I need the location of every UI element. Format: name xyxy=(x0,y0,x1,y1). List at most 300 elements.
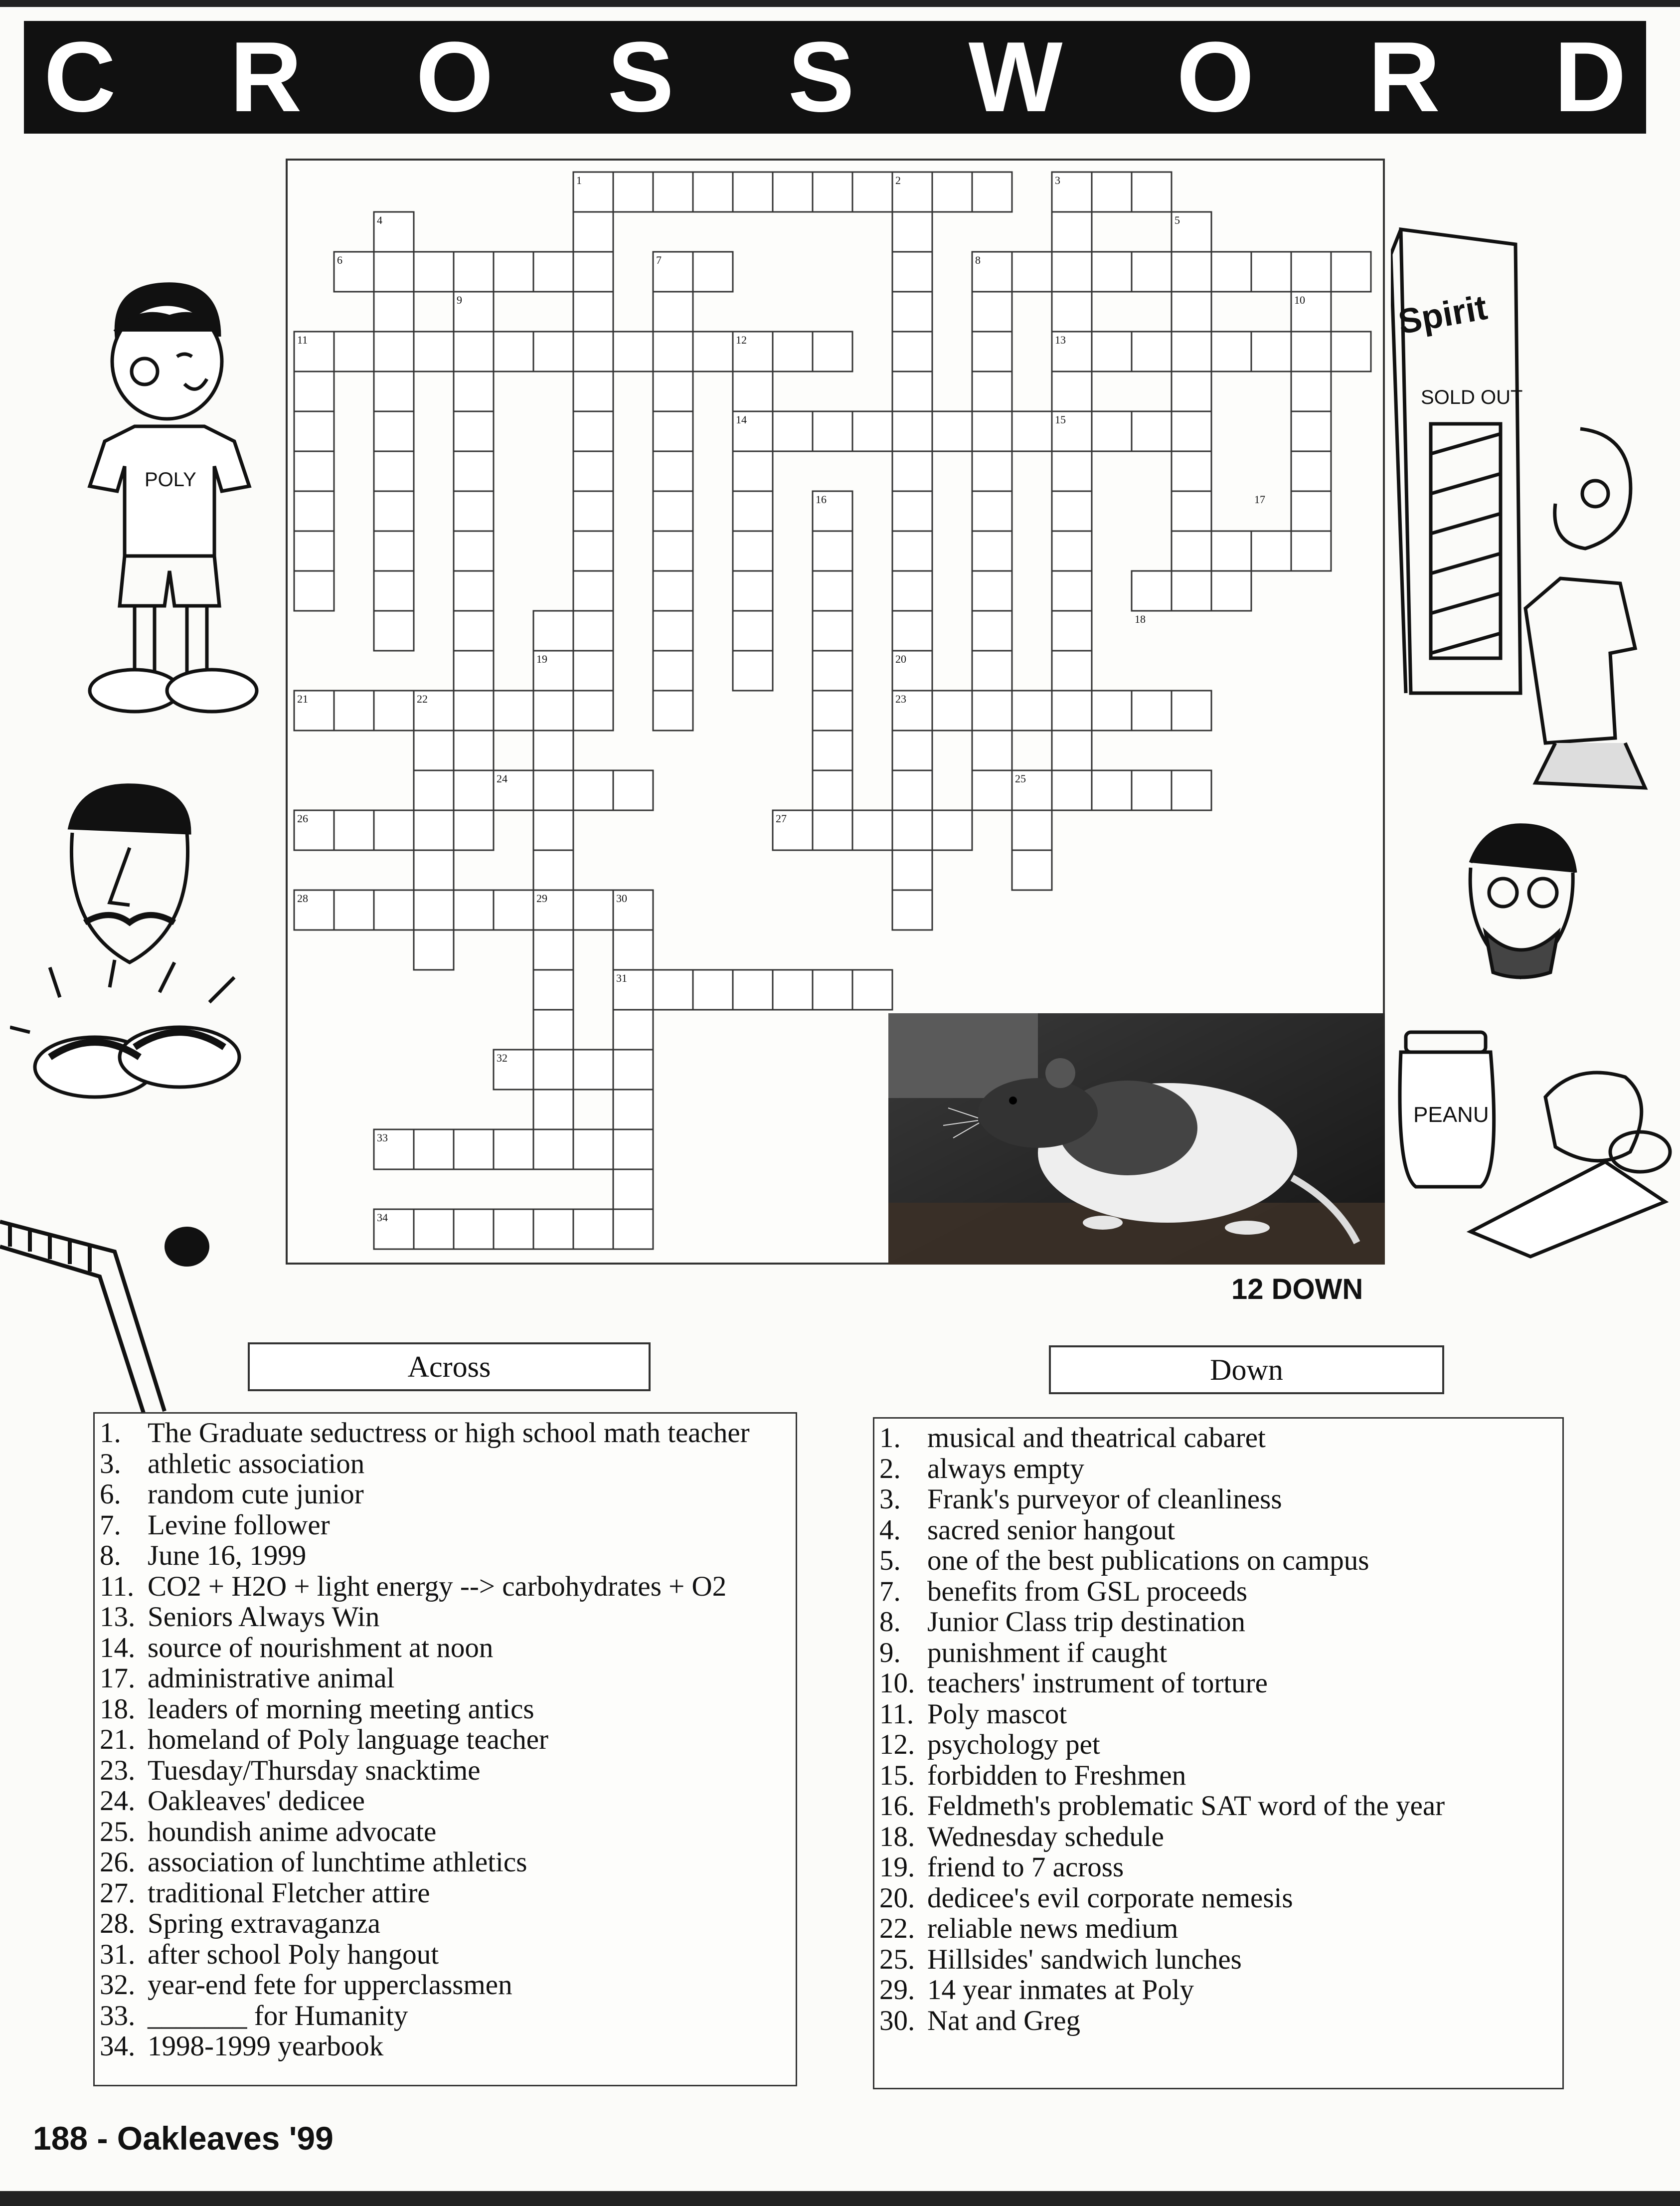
across-clue xyxy=(100,1847,793,1878)
grid-cell[interactable] xyxy=(892,332,932,371)
clue-text: The Graduate seductress or high school math teacher xyxy=(148,1417,750,1449)
title-letter: R xyxy=(230,21,302,133)
grid-cell[interactable] xyxy=(294,451,334,491)
grid-cell[interactable] xyxy=(653,411,693,451)
grid-cell[interactable] xyxy=(813,411,852,451)
grid-cell[interactable] xyxy=(653,172,693,212)
grid-cell[interactable] xyxy=(294,531,334,571)
grid-cell[interactable] xyxy=(573,770,613,810)
grid-cell[interactable] xyxy=(414,252,454,292)
grid-cell[interactable] xyxy=(573,651,613,691)
grid-cell[interactable] xyxy=(573,411,613,451)
grid-cell[interactable] xyxy=(892,491,932,531)
grid-cell[interactable] xyxy=(613,1050,653,1090)
grid-cell[interactable] xyxy=(533,691,573,731)
grid-cell[interactable] xyxy=(414,810,454,850)
rat-photo xyxy=(888,1013,1385,1265)
grid-cell[interactable] xyxy=(1132,770,1172,810)
grid-cell[interactable] xyxy=(1172,332,1211,371)
clue-number: 18. xyxy=(100,1693,136,1725)
grid-cell[interactable] xyxy=(693,332,733,371)
grid-cell[interactable] xyxy=(892,252,932,292)
grid-cell[interactable] xyxy=(653,571,693,611)
grid-cell[interactable] xyxy=(454,332,494,371)
clue-number: 7. xyxy=(100,1509,121,1541)
grid-cell[interactable] xyxy=(1052,691,1092,731)
grid-cell[interactable] xyxy=(733,970,773,1010)
grid-cell[interactable] xyxy=(494,252,533,292)
across-clue xyxy=(100,1817,793,1847)
grid-cell[interactable] xyxy=(693,970,733,1010)
grid-cell[interactable] xyxy=(813,172,852,212)
grid-cell[interactable] xyxy=(414,770,454,810)
grid-cell[interactable] xyxy=(613,1129,653,1169)
grid-cell[interactable] xyxy=(892,810,932,850)
grid-cell[interactable] xyxy=(852,172,892,212)
grid-cell[interactable] xyxy=(932,810,972,850)
clue-number-label: 3 xyxy=(1055,174,1060,186)
grid-cell[interactable] xyxy=(494,1129,533,1169)
grid-cell[interactable] xyxy=(1012,850,1052,890)
grid-cell[interactable] xyxy=(972,691,1012,731)
clue-number: 12. xyxy=(879,1729,915,1760)
grid-cell[interactable] xyxy=(892,371,932,411)
grid-cell[interactable] xyxy=(494,1209,533,1249)
grid-cell[interactable] xyxy=(972,611,1012,651)
grid-cell[interactable] xyxy=(374,691,414,731)
grid-cell[interactable] xyxy=(1132,571,1172,611)
grid-cell[interactable] xyxy=(374,491,414,531)
grid-cell[interactable] xyxy=(494,890,533,930)
grid-cell[interactable] xyxy=(1052,731,1092,770)
grid-cell[interactable] xyxy=(1052,371,1092,411)
grid-cell[interactable] xyxy=(454,252,494,292)
clue-number: 26. xyxy=(100,1846,136,1878)
grid-cell[interactable] xyxy=(1211,332,1251,371)
grid-cell[interactable] xyxy=(454,531,494,571)
grid-cell[interactable] xyxy=(1132,252,1172,292)
grid-cell[interactable] xyxy=(294,371,334,411)
grid-cell[interactable] xyxy=(972,491,1012,531)
grid-cell[interactable] xyxy=(374,332,414,371)
clue-number-label: 32 xyxy=(497,1052,507,1064)
teacher-face-drawing xyxy=(55,778,204,977)
grid-cell[interactable] xyxy=(454,770,494,810)
grid-cell[interactable] xyxy=(533,1209,573,1249)
clue-number: 5. xyxy=(879,1545,901,1576)
grid-cell[interactable] xyxy=(613,930,653,970)
grid-cell[interactable] xyxy=(1132,411,1172,451)
grid-cell[interactable] xyxy=(1052,212,1092,252)
grid-cell[interactable] xyxy=(813,571,852,611)
grid-cell[interactable] xyxy=(374,411,414,451)
grid-cell[interactable] xyxy=(972,651,1012,691)
grid-cell[interactable] xyxy=(693,172,733,212)
grid-cell[interactable] xyxy=(334,691,374,731)
clue-number-label: 15 xyxy=(1055,413,1066,426)
clue-number: 3. xyxy=(100,1448,121,1479)
grid-cell[interactable] xyxy=(573,292,613,332)
grid-cell[interactable] xyxy=(852,411,892,451)
sold-out-text: SOLD OUT xyxy=(1421,386,1523,408)
grid-cell[interactable] xyxy=(932,411,972,451)
grid-cell[interactable] xyxy=(533,970,573,1010)
grid-cell[interactable] xyxy=(613,332,653,371)
grid-cell[interactable] xyxy=(533,850,573,890)
clue-text: reliable news medium xyxy=(927,1913,1178,1944)
grid-cell[interactable] xyxy=(414,890,454,930)
grid-cell[interactable] xyxy=(1172,691,1211,731)
clue-number: 31. xyxy=(100,1938,136,1970)
grid-cell[interactable] xyxy=(1291,491,1331,531)
grid-cell[interactable] xyxy=(1092,332,1132,371)
grid-cell[interactable] xyxy=(1052,770,1092,810)
grid-cell[interactable] xyxy=(1092,691,1132,731)
grid-cell[interactable] xyxy=(613,770,653,810)
clue-text: houndish anime advocate xyxy=(148,1816,437,1847)
grid-cell[interactable] xyxy=(613,1169,653,1209)
grid-cell[interactable] xyxy=(414,850,454,890)
grid-cell[interactable] xyxy=(1132,691,1172,731)
grid-cell[interactable] xyxy=(414,930,454,970)
down-clue xyxy=(879,1484,1559,1515)
grid-cell[interactable] xyxy=(533,252,573,292)
grid-cell[interactable] xyxy=(573,890,613,930)
grid-cell[interactable] xyxy=(1172,571,1211,611)
grid-cell[interactable] xyxy=(653,611,693,651)
clue-number-label: 30 xyxy=(616,892,627,905)
grid-cell[interactable] xyxy=(1052,611,1092,651)
across-clue xyxy=(100,1418,793,1449)
grid-cell[interactable] xyxy=(1331,252,1371,292)
grid-cell[interactable] xyxy=(334,332,374,371)
grid-cell[interactable] xyxy=(573,531,613,571)
grid-cell[interactable] xyxy=(1291,451,1331,491)
grid-cell[interactable] xyxy=(733,451,773,491)
grid-cell[interactable] xyxy=(613,172,653,212)
grid-cell[interactable] xyxy=(1172,411,1211,451)
grid-cell[interactable] xyxy=(533,1129,573,1169)
grid-cell[interactable] xyxy=(1211,571,1251,611)
grid-cell[interactable] xyxy=(294,491,334,531)
grid-cell[interactable] xyxy=(573,1050,613,1090)
down-clue xyxy=(879,1791,1559,1822)
grid-cell[interactable] xyxy=(573,1129,613,1169)
grid-cell[interactable] xyxy=(1251,252,1291,292)
grid-cell[interactable] xyxy=(972,531,1012,571)
grid-cell[interactable] xyxy=(733,491,773,531)
grid-cell[interactable] xyxy=(852,810,892,850)
grid-cell[interactable] xyxy=(1012,691,1052,731)
clue-number-label: 12 xyxy=(736,334,747,346)
grid-cell[interactable] xyxy=(852,970,892,1010)
grid-cell[interactable] xyxy=(813,731,852,770)
grid-cell[interactable] xyxy=(533,1090,573,1129)
grid-cell[interactable] xyxy=(733,172,773,212)
clue-number: 20. xyxy=(879,1882,915,1914)
grid-cell[interactable] xyxy=(1052,451,1092,491)
clue-number: 2. xyxy=(879,1453,901,1484)
grid-cell[interactable] xyxy=(693,252,733,292)
grid-cell[interactable] xyxy=(1052,252,1092,292)
grid-cell[interactable] xyxy=(813,810,852,850)
title-letter: W xyxy=(968,21,1063,133)
grid-cell[interactable] xyxy=(653,451,693,491)
grid-cell[interactable] xyxy=(454,731,494,770)
photo-caption: 12 DOWN xyxy=(1231,1273,1363,1305)
grid-cell[interactable] xyxy=(653,970,693,1010)
grid-cell[interactable] xyxy=(972,451,1012,491)
grid-cell[interactable] xyxy=(813,651,852,691)
grid-cell[interactable] xyxy=(533,332,573,371)
grid-cell[interactable] xyxy=(892,571,932,611)
grid-cell[interactable] xyxy=(892,731,932,770)
grid-cell[interactable] xyxy=(972,731,1012,770)
grid-cell[interactable] xyxy=(374,571,414,611)
grid-cell[interactable] xyxy=(1012,810,1052,850)
grid-cell[interactable] xyxy=(454,411,494,451)
grid-cell[interactable] xyxy=(1291,371,1331,411)
grid-cell[interactable] xyxy=(653,292,693,332)
grid-cell[interactable] xyxy=(733,371,773,411)
grid-cell[interactable] xyxy=(1092,770,1132,810)
grid-cell[interactable] xyxy=(1331,332,1371,371)
grid-cell[interactable] xyxy=(932,172,972,212)
bearded-man-drawing xyxy=(1451,818,1590,987)
grid-cell[interactable] xyxy=(813,970,852,1010)
grid-cell[interactable] xyxy=(972,770,1012,810)
grid-cell[interactable] xyxy=(533,611,573,651)
grid-cell[interactable] xyxy=(1132,172,1172,212)
grid-cell[interactable] xyxy=(733,531,773,571)
clue-number-label: 9 xyxy=(457,294,462,306)
scan-edge-top xyxy=(0,0,1680,7)
grid-cell[interactable] xyxy=(454,491,494,531)
grid-cell[interactable] xyxy=(573,691,613,731)
grid-cell[interactable] xyxy=(1092,172,1132,212)
grid-cell[interactable] xyxy=(1172,292,1211,332)
grid-cell[interactable] xyxy=(972,172,1012,212)
grid-cell[interactable] xyxy=(613,1010,653,1050)
grid-cell[interactable] xyxy=(374,890,414,930)
grid-cell[interactable] xyxy=(573,212,613,252)
clue-text: Spring extravaganza xyxy=(148,1908,380,1939)
grid-cell[interactable] xyxy=(454,1209,494,1249)
grid-cell[interactable] xyxy=(294,571,334,611)
grid-cell[interactable] xyxy=(1251,332,1291,371)
grid-cell[interactable] xyxy=(932,691,972,731)
grid-cell[interactable] xyxy=(494,332,533,371)
grid-cell[interactable] xyxy=(494,691,533,731)
grid-cell[interactable] xyxy=(334,890,374,930)
grid-cell[interactable] xyxy=(533,770,573,810)
grid-cell[interactable] xyxy=(1291,411,1331,451)
grid-cell[interactable] xyxy=(813,531,852,571)
grid-cell[interactable] xyxy=(1172,451,1211,491)
grid-cell[interactable] xyxy=(573,1209,613,1249)
grid-cell[interactable] xyxy=(813,770,852,810)
clue-number: 17. xyxy=(100,1662,136,1694)
grid-cell[interactable] xyxy=(1052,292,1092,332)
clue-text: Poly mascot xyxy=(927,1698,1067,1730)
clue-number: 13. xyxy=(100,1601,136,1633)
grid-cell[interactable] xyxy=(1052,531,1092,571)
grid-cell[interactable] xyxy=(892,212,932,252)
grid-cell[interactable] xyxy=(1052,651,1092,691)
grid-cell[interactable] xyxy=(533,1010,573,1050)
clue-number: 28. xyxy=(100,1908,136,1939)
clue-text: association of lunchtime athletics xyxy=(148,1846,527,1878)
grid-cell[interactable] xyxy=(653,531,693,571)
grid-cell[interactable] xyxy=(573,332,613,371)
grid-cell[interactable] xyxy=(892,611,932,651)
grid-cell[interactable] xyxy=(972,292,1012,332)
grid-cell[interactable] xyxy=(1092,252,1132,292)
clue-number-label: 17 xyxy=(1254,493,1265,506)
grid-cell[interactable] xyxy=(454,571,494,611)
grid-cell[interactable] xyxy=(653,651,693,691)
clue-text: musical and theatrical cabaret xyxy=(927,1422,1266,1454)
clue-number-label: 5 xyxy=(1175,214,1180,226)
grid-cell[interactable] xyxy=(773,411,813,451)
grid-cell[interactable] xyxy=(972,571,1012,611)
grid-cell[interactable] xyxy=(454,810,494,850)
grid-cell[interactable] xyxy=(733,611,773,651)
grid-cell[interactable] xyxy=(892,850,932,890)
grid-cell[interactable] xyxy=(613,1090,653,1129)
grid-cell[interactable] xyxy=(454,611,494,651)
clue-text: Junior Class trip destination xyxy=(927,1606,1246,1638)
clue-number: 30. xyxy=(879,2005,915,2036)
grid-cell[interactable] xyxy=(1211,252,1251,292)
down-clue xyxy=(879,1638,1559,1668)
grid-cell[interactable] xyxy=(892,531,932,571)
grid-cell[interactable] xyxy=(892,890,932,930)
grid-cell[interactable] xyxy=(374,451,414,491)
clue-number: 7. xyxy=(879,1575,901,1607)
grid-cell[interactable] xyxy=(653,491,693,531)
grid-cell[interactable] xyxy=(1291,252,1331,292)
grid-cell[interactable] xyxy=(613,1209,653,1249)
grid-cell[interactable] xyxy=(414,1209,454,1249)
down-clue xyxy=(879,1423,1559,1454)
grid-cell[interactable] xyxy=(1012,252,1052,292)
grid-cell[interactable] xyxy=(653,332,693,371)
grid-cell[interactable] xyxy=(374,611,414,651)
grid-cell[interactable] xyxy=(1132,332,1172,371)
grid-cell[interactable] xyxy=(1291,332,1331,371)
grid-cell[interactable] xyxy=(454,691,494,731)
grid-cell[interactable] xyxy=(733,571,773,611)
grid-cell[interactable] xyxy=(533,930,573,970)
clue-text: always empty xyxy=(927,1453,1085,1484)
grid-cell[interactable] xyxy=(533,810,573,850)
grid-cell[interactable] xyxy=(892,770,932,810)
grid-cell[interactable] xyxy=(653,691,693,731)
grid-cell[interactable] xyxy=(374,371,414,411)
clue-number-label: 2 xyxy=(895,174,901,186)
grid-cell[interactable] xyxy=(773,970,813,1010)
grid-cell[interactable] xyxy=(374,292,414,332)
clue-text: traditional Fletcher attire xyxy=(148,1877,430,1909)
clue-text: CO2 + H2O + light energy --> carbohydrates + O2 xyxy=(148,1570,727,1602)
grid-cell[interactable] xyxy=(773,332,813,371)
down-clue xyxy=(879,1852,1559,1883)
grid-cell[interactable] xyxy=(892,451,932,491)
down-clue xyxy=(879,1454,1559,1484)
clue-text: administrative animal xyxy=(148,1662,395,1694)
grid-cell[interactable] xyxy=(573,451,613,491)
grid-cell[interactable] xyxy=(892,411,932,451)
clue-number: 33. xyxy=(100,2000,136,2031)
grid-cell[interactable] xyxy=(1052,571,1092,611)
across-clue xyxy=(100,1755,793,1786)
grid-cell[interactable] xyxy=(454,651,494,691)
grid-cell[interactable] xyxy=(334,810,374,850)
grid-cell[interactable] xyxy=(653,371,693,411)
grid-cell[interactable] xyxy=(454,890,494,930)
title-banner xyxy=(24,21,1646,134)
grid-cell[interactable] xyxy=(573,571,613,611)
grid-cell[interactable] xyxy=(1172,252,1211,292)
grid-cell[interactable] xyxy=(1291,531,1331,571)
grid-cell[interactable] xyxy=(294,411,334,451)
grid-cell[interactable] xyxy=(1172,491,1211,531)
grid-cell[interactable] xyxy=(454,451,494,491)
grid-cell[interactable] xyxy=(972,411,1012,451)
grid-cell[interactable] xyxy=(454,1129,494,1169)
grid-cell[interactable] xyxy=(374,531,414,571)
across-clue xyxy=(100,2001,793,2031)
grid-cell[interactable] xyxy=(414,332,454,371)
peanut-butter-jar-drawing xyxy=(1396,1022,1675,1262)
grid-cell[interactable] xyxy=(1172,531,1211,571)
grid-cell[interactable] xyxy=(573,252,613,292)
grid-cell[interactable] xyxy=(573,611,613,651)
grid-cell[interactable] xyxy=(892,292,932,332)
across-clue xyxy=(100,1602,793,1633)
grid-cell[interactable] xyxy=(533,1050,573,1090)
grid-cell[interactable] xyxy=(1172,770,1211,810)
grid-cell[interactable] xyxy=(414,731,454,770)
grid-cell[interactable] xyxy=(1251,531,1291,571)
grid-cell[interactable] xyxy=(374,252,414,292)
grid-cell[interactable] xyxy=(454,371,494,411)
page-footer: 188 - Oakleaves '99 xyxy=(33,2120,334,2157)
grid-cell[interactable] xyxy=(733,651,773,691)
grid-cell[interactable] xyxy=(972,371,1012,411)
grid-cell[interactable] xyxy=(1012,411,1052,451)
grid-cell[interactable] xyxy=(773,172,813,212)
grid-cell[interactable] xyxy=(1172,371,1211,411)
grid-cell[interactable] xyxy=(1052,491,1092,531)
grid-cell[interactable] xyxy=(573,491,613,531)
grid-cell[interactable] xyxy=(533,731,573,770)
grid-cell[interactable] xyxy=(813,691,852,731)
grid-cell[interactable] xyxy=(414,1129,454,1169)
grid-cell[interactable] xyxy=(374,810,414,850)
clue-text: Oakleaves' dedicee xyxy=(148,1785,365,1817)
grid-cell[interactable] xyxy=(813,611,852,651)
grid-cell[interactable] xyxy=(1211,531,1251,571)
clue-number: 25. xyxy=(100,1816,136,1847)
grid-cell[interactable] xyxy=(813,332,852,371)
grid-cell[interactable] xyxy=(1092,411,1132,451)
grid-cell[interactable] xyxy=(573,371,613,411)
down-clue xyxy=(879,1607,1559,1638)
grid-cell[interactable] xyxy=(972,332,1012,371)
clue-number: 34. xyxy=(100,2030,136,2062)
